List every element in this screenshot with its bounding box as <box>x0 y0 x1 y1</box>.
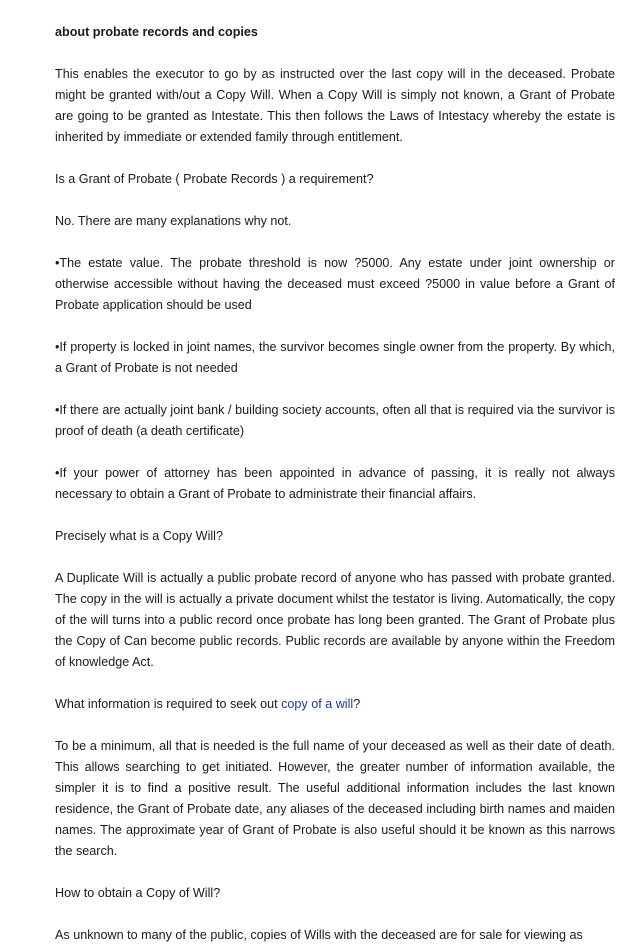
paragraph-answer: No. There are many explanations why not. <box>55 214 292 228</box>
bullet-joint-property: •If property is locked in joint names, the survivor becomes single owner from the property. By which, a Grant of Probate is not needed <box>55 340 615 375</box>
question-information <box>55 694 615 715</box>
question-obtain: How to obtain a Copy of Will? <box>55 886 221 900</box>
question-requirement: Is a Grant of Probate ( Probate Records ) a requirement? <box>55 172 374 186</box>
document-title: about probate records and copies <box>55 25 258 39</box>
paragraph-copy-will: A Duplicate Will is actually a public probate record of anyone who has passed with probate granted. The copy in the will is actually a private document whilst the testator is living. Automatically, the copy of the will turns into a public record once probate has long been granted. The Grant of Probate plus the Copy of Can become public records. Public records are available by anyone within the Freedom of knowledge Act. <box>55 571 615 669</box>
question-information-end: ? <box>353 697 361 711</box>
bullet-joint-accounts: •If there are actually joint bank / building society accounts, often all that is required via the survivor is proof of death (a death certificate) <box>55 403 615 438</box>
question-information-text: What information is required to seek out <box>55 697 282 711</box>
document-page <box>55 22 615 946</box>
paragraph-information: To be a minimum, all that is needed is the full name of your deceased as well as their date of death. This allows searching to get initiated. However, the greater number of information available, the simpler it is to find a positive result. The useful additional information includes the last known residence, the Grant of Probate date, any aliases of the deceased including birth names and maiden names. The approximate year of Grant of Probate is also useful should it be known as this narrows the search. <box>55 739 615 858</box>
bullet-power-of-attorney: •If your power of attorney has been appointed in advance of passing, it is really not always necessary to obtain a Grant of Probate to administrate their financial affairs. <box>55 466 615 501</box>
question-copy-will: Precisely what is a Copy Will? <box>55 529 223 543</box>
bullet-estate-value: •The estate value. The probate threshold is now ?5000. Any estate under joint ownership or otherwise accessible without having the deceased must exceed ?5000 in value before a Grant of Probate application should be used <box>55 256 615 312</box>
paragraph-intro: This enables the executor to go by as instructed over the last copy will in the deceased. Probate might be granted with/out a Copy Will. When a Copy Will is simply not known, a Grant of Probate are going to be granted as Intestate. This then follows the Laws of Intestacy whereby the estate is inherited by immediate or extended family through entitlement. <box>55 67 615 144</box>
copy-of-a-will-link[interactable]: copy of a will <box>281 697 354 711</box>
paragraph-obtain: As unknown to many of the public, copies of Wills with the deceased are for sale for viewing as <box>55 928 583 942</box>
